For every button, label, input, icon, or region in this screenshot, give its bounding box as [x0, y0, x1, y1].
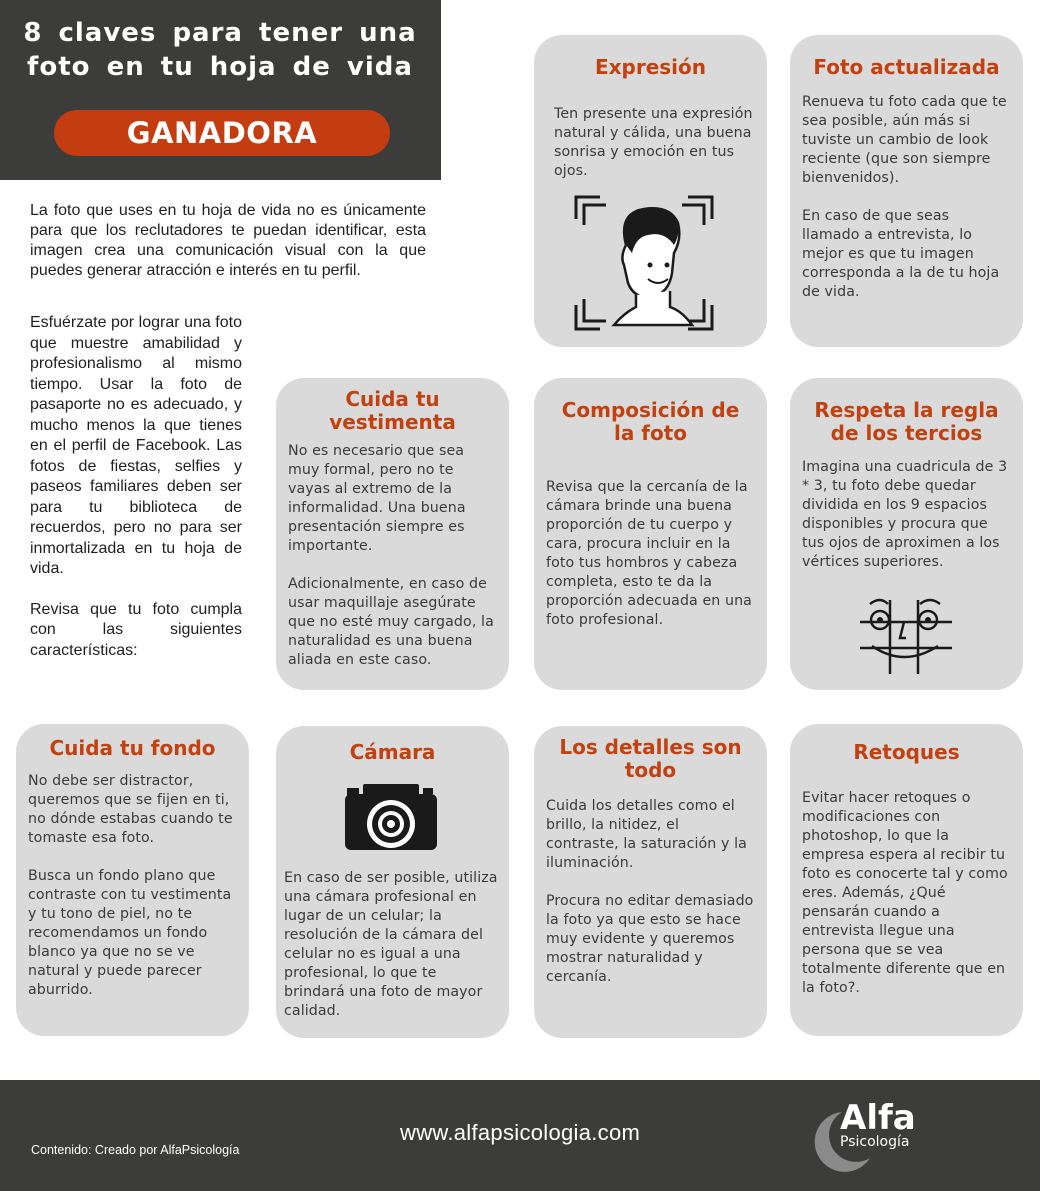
card-vestimenta	[276, 378, 509, 690]
camera-icon	[343, 782, 439, 852]
card-body	[546, 478, 755, 630]
card-title: Cuida tu vestimenta	[329, 387, 456, 434]
card-camara	[276, 726, 509, 1038]
card-paragraph: Imagina una cuadricula de 3 * 3, tu foto debe quedar dividida en los 9 espacios disponibles y procura que tus ojos de aproximen a los vértices superiores.	[802, 459, 1008, 570]
left-paragraph-1: Esfuérzate por lograr una foto que muestre amabilidad y profesionalismo al mismo tiempo. Usar la foto de pasaporte no es adecuado, y mucho menos la que tienes en el perfil de Facebook. Las fotos de fiestas, selfies y paseos familiares deben ser para tu biblioteca de recuerdos, pero no para ser inmortalizada en tu hoja de vida.	[30, 314, 242, 577]
card-paragraph: Adicionalmente, en caso de usar maquillaje asegúrate que no esté muy cargado, la naturalidad es una buena aliada en este caso.	[288, 576, 494, 668]
card-paragraph: En caso de que seas llamado a entrevista, lo mejor es que tu imagen corresponda a la de tu hoja de vida.	[802, 208, 1000, 300]
card-title: Cámara	[349, 740, 436, 764]
card-paragraph: Procura no editar demasiado la foto ya que esto se hace muy evidente y queremos mostrar naturalidad y cercanía.	[546, 893, 754, 985]
page-title: 8 claves para tener una foto en tu hoja de vida	[23, 18, 417, 82]
card-body	[802, 458, 1011, 572]
title-badge: GANADORA	[54, 110, 390, 156]
card-fondo	[16, 724, 249, 1036]
card-paragraph: Evitar hacer retoques o modificaciones con photoshop, lo que la empresa espera al recibir tu foto es conocerte tal y como eres. Además, ¿Qué pensarán cuando a entrevista llegue una persona que se vea totalmente diferente que en la foto?.	[802, 790, 1008, 996]
intro-paragraph: La foto que uses en tu hoja de vida no es únicamente para que los reclutadores te puedan identificar, esta imagen crea una comunicación visual con la que puedes generar atracción e interés en tu perfil.	[30, 202, 426, 279]
face-portrait-icon	[574, 195, 714, 331]
card-body	[284, 869, 501, 1021]
card-paragraph: Cuida los detalles como el brillo, la nitidez, el contraste, la saturación y la iluminación.	[546, 798, 747, 871]
card-body	[28, 772, 237, 1000]
left-paragraph-2: Revisa que tu foto cumpla con las siguientes características:	[30, 600, 242, 659]
card-title: Los detalles son todo	[559, 735, 742, 782]
card-paragraph: Renueva tu foto cada que te sea posible, aún más si tuviste un cambio de look reciente (que son siempre bienvenidos).	[802, 94, 1007, 186]
footer-bar	[0, 1080, 1040, 1191]
card-paragraph: En caso de ser posible, utiliza una cámara profesional en lugar de un celular; la resolución de la cámara del celular no es igual a una profesional, lo que te brindará una foto de mayor calidad.	[284, 870, 498, 1019]
card-paragraph: Busca un fondo plano que contraste con tu vestimenta y tu tono de piel, no te recomendamos un fondo blanco ya que no se ve natural y puede parecer aburrido.	[28, 868, 232, 998]
card-body	[288, 442, 497, 670]
card-regla-tercios	[790, 378, 1023, 690]
card-expresion	[534, 35, 767, 347]
card-paragraph: Revisa que la cercanía de la cámara brinde una buena proporción de tu cuerpo y cara, procura incluir en la foto tus hombros y cabeza completa, esto te da la proporción adecuada en una foto profesional.	[546, 479, 752, 628]
card-composicion	[534, 378, 767, 690]
card-title: Expresión	[594, 55, 707, 79]
card-paragraph: No debe ser distractor, queremos que se fijen en ti, no dónde estabas cuando te tomaste esa foto.	[28, 773, 233, 846]
alfa-psicologia-logo	[812, 1098, 932, 1178]
header-banner	[0, 0, 441, 180]
card-detalles	[534, 726, 767, 1038]
card-paragraph: Ten presente una expresión natural y cálida, una buena sonrisa y emoción en tus ojos.	[554, 106, 753, 179]
left-column-text	[30, 313, 242, 681]
grid-face-icon	[858, 596, 954, 676]
card-title: Composición de la foto	[561, 398, 740, 445]
card-body	[546, 105, 755, 181]
logo-sub-text: Psicología	[840, 1134, 910, 1150]
card-title: Respeta la regla de los tercios	[814, 398, 999, 445]
logo-main-text: Alfa	[840, 1098, 916, 1138]
card-title: Retoques	[853, 740, 960, 764]
card-foto-actualizada	[790, 35, 1023, 347]
card-retoques	[790, 724, 1023, 1036]
card-body	[802, 789, 1011, 998]
card-title: Cuida tu fondo	[49, 736, 216, 760]
card-title: Foto actualizada	[813, 55, 1000, 79]
website-link[interactable]: www.alfapsicologia.com	[400, 1120, 641, 1145]
card-paragraph: No es necesario que sea muy formal, pero no te vayas al extremo de la informalidad. Una buena presentación siempre es importante.	[288, 443, 466, 554]
card-body	[802, 93, 1011, 302]
card-body	[546, 797, 755, 987]
footer-credit: Contenido: Creado por AlfaPsicología	[31, 1143, 240, 1157]
